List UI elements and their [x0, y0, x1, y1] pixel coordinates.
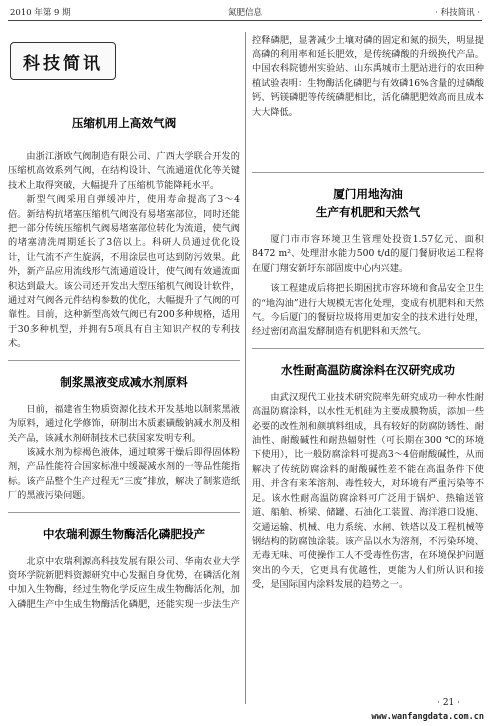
- journal-name: 氮肥信息: [227, 8, 262, 18]
- article-title: 水性耐高温防腐涂料在汉研究成功: [281, 362, 455, 377]
- watermark-url: www.wanfangdata.com.cn: [371, 712, 484, 722]
- issue-label: 2010 年第 9 期: [10, 8, 71, 18]
- column-divider: [245, 32, 246, 704]
- article-paragraph: 该工程建成后将把长期困扰市容环境和食品安全卫生的“地沟油”进行大规模无害化处理，变成有机肥料和天然气。今后厦门的餐厨垃圾将用更加安全的技术进行处理，经过密闭高温发酵制造有机肥料和天然气。: [252, 283, 484, 338]
- section-label: 科技简讯: [23, 53, 103, 74]
- left-column: [8, 34, 240, 613]
- page-header: [8, 6, 482, 21]
- page-number: · 21 ·: [437, 698, 460, 708]
- article-paragraph: 新型气阀采用自弹缓冲片，使用寿命提高了3～4倍。新结构抗堵塞压缩机气阀没有易堵塞部位，同时还能把一部分传统压缩机气阀易堵塞部位转化为流道，使气阀的堵塞清洗周期延长了3倍以上。科研人员通过优化设计，让气流不产生旋涡，不用涂层也可达到防污效果。此外，新产品应用流线形气流通道设计，使气阀有效通流面积达到最大。该公司还开发出大型压缩机气阀设计软件，通过对气阀各元件结构参数的优化，大幅提升了气阀的可靠性。目前，这种新型高效气阀已有200多种规格，适用于30多种机型，并拥有5项具有自主知识产权的专利技术。: [8, 194, 240, 350]
- article-paragraph: 北京中农瑞利源高科技发展有限公司、华南农业大学资环学院新肥料资源研究中心发掘自身优势，在磷活化剂中加入生物酶，经过生物化学反应生成生物酶活化剂，加入磷肥生产中生成生物酶活化磷肥，还能实现一步法生产: [8, 555, 240, 610]
- article-paragraph: 由武汉现代工业技术研究院率先研究成功一种水性耐高温防腐涂料，以水性无机硅为主要成膜物质，添加一些必要的改性剂和颜填料组成，具有较好的防腐防锈性、耐油性、耐酸碱性和耐热辐射性（可长期在300 ℃的环境下使用），比一般防腐涂料可提高3～4倍耐酸碱性，从而解决了传统防腐涂料的耐酸碱性差不能在高温条件下使用、并含有来苯溶剂、毒性较大，对环境有严重污染等不足。该水性耐高温防腐涂料可广泛用于锅炉、热输送管道、船舶、桥梁、储罐、石油化工装置、海洋港口设施、交通运输、机械、电力系统、水闸、铁塔以及工程机械等钢结构的防腐蚀涂装。该产品以水为溶剂，不污染环境、无毒无味、可使操作工人不受毒性伤害，在环境保护问题突出的今天，它更具有优越性，更能为人们所认识和接受，是国际国内涂料发展的趋势之一。: [252, 391, 484, 591]
- article-paragraph: 该减水剂为棕褐色液体，通过喷雾干燥后即得固体粉剂，产品性能符合国家标准中缓凝减水剂的一等品性能指标。该产品整个生产过程无“三废”排放，解决了制浆造纸厂的黑液污染问题。: [8, 446, 240, 502]
- column-name: · 科技简讯 ·: [435, 8, 480, 18]
- right-column: [252, 34, 484, 593]
- article-paragraph: 由浙江浙欧气阀制造有限公司、广西大学联合开发的压缩机高效系列气阀，在结构设计、气流通道优化等关键技术上取得突破，大幅提升了压缩机节能降耗水平。: [8, 151, 240, 191]
- article-title: 压缩机用上高效气阀: [71, 116, 177, 130]
- article-paragraph: 厦门市市容环境卫生管理处投资1.57亿元、面积8472 m²、处理泔水能力500 t/d的厦门餐厨收运工程将在厦门翔安新圩东部固废中心内兴建。: [252, 234, 484, 274]
- article-paragraph-continued: [252, 34, 484, 164]
- article-title: 制浆黑液变成减水剂原料: [60, 374, 188, 389]
- article-title: 中农瑞利源生物酶活化磷肥投产: [42, 526, 206, 541]
- article-title: 生产有机肥和天然气: [315, 205, 421, 219]
- continued-text: 控释磷肥，显著减少土壤对磷的固定和氮的损失，明显提高磷的利用率和延长肥效，是传统磷酸的升级换代产品。中国农科院德州实验站、山东禹城市土肥站进行的农田种植试验表明：生物酶活化磷肥与有效磷16%含量的过磷酸钙、钙镁磷肥等传统磷肥相比，活化磷肥肥效高而且成本大大降低。: [252, 34, 484, 118]
- article-paragraph: 日前，福建省生物质资源化技术开发基地以制浆黑液为原料，通过化学修饰，研制出木质素磺酸钠减水剂及相关产品，该减水剂研制技术已获国家发明专利。: [8, 403, 240, 444]
- article-title: 厦门用地沟油: [333, 187, 403, 201]
- section-label-box: [10, 42, 116, 80]
